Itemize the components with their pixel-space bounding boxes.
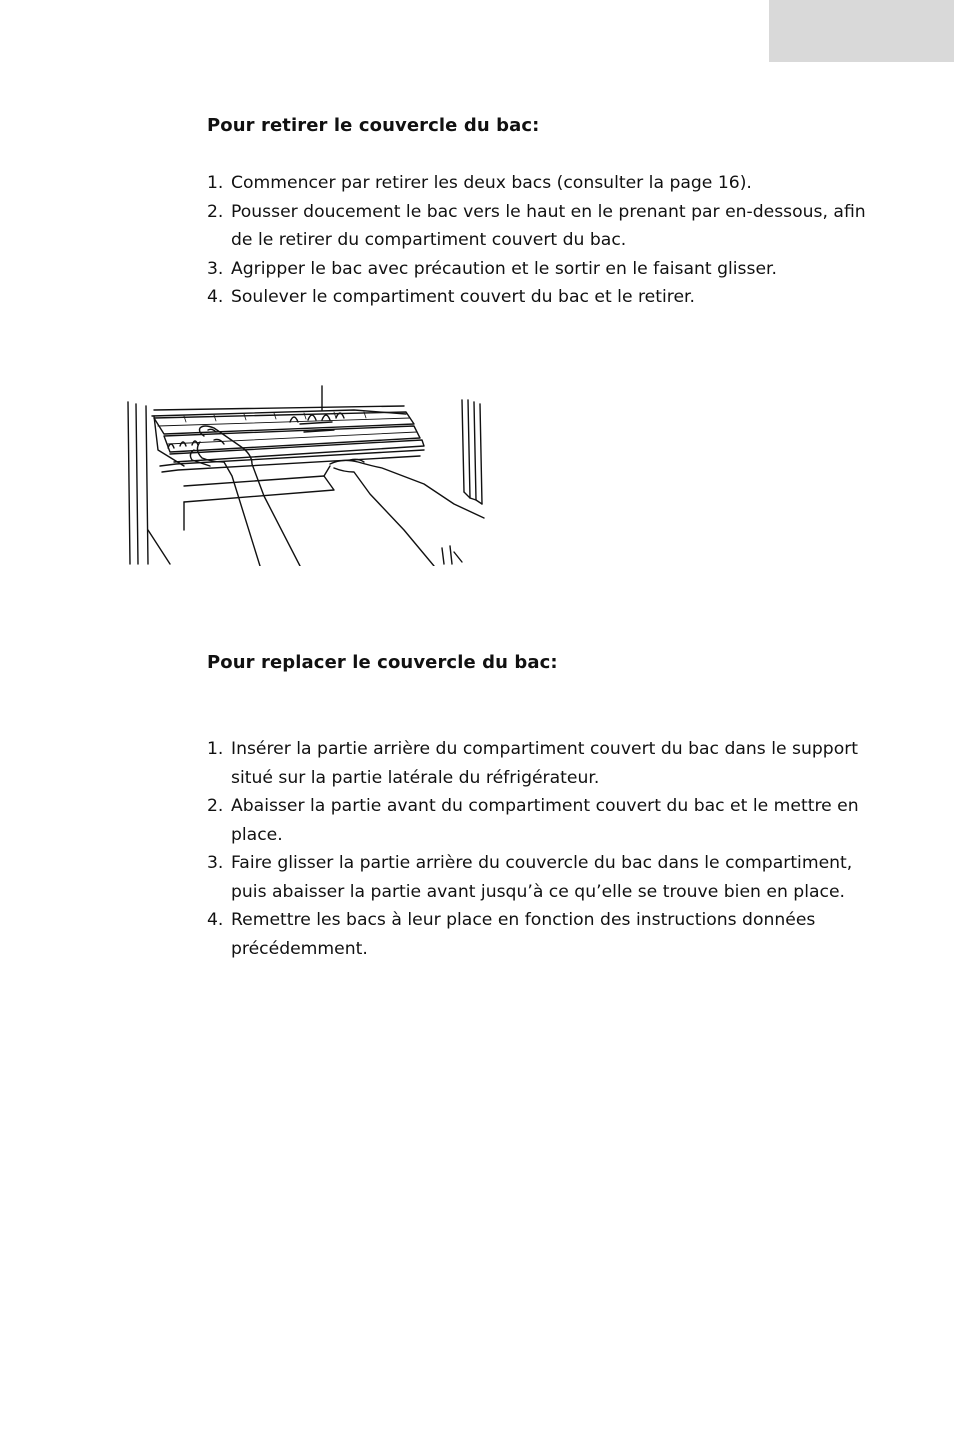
replace-step-4	[207, 906, 867, 963]
page-corner-tab	[769, 0, 954, 62]
remove-cover-section	[207, 115, 867, 312]
remove-cover-heading: Pour retirer le couvercle du bac:	[207, 115, 540, 136]
step-number: 3.	[207, 853, 224, 873]
remove-step-2	[207, 198, 867, 255]
step-text: Pousser doucement le bac vers le haut en le prenant par en-dessous, afin de le retirer du compartiment couvert du bac.	[231, 201, 866, 250]
replace-step-3	[207, 849, 867, 906]
step-text: Remettre les bacs à leur place en fonction des instructions données précédemment.	[231, 910, 816, 959]
step-text: Faire glisser la partie arrière du couvercle du bac dans le compartiment, puis abaisser la partie avant jusqu’à ce qu’elle se trouve bien en place.	[231, 853, 853, 902]
remove-step-4	[207, 283, 867, 312]
replace-steps-list	[207, 735, 867, 963]
remove-step-1	[207, 169, 867, 198]
step-number: 2.	[207, 201, 224, 222]
replace-cover-section	[207, 652, 867, 963]
remove-step-3	[207, 255, 867, 284]
step-number: 1.	[207, 739, 224, 759]
step-text: Soulever le compartiment couvert du bac et le retirer.	[231, 287, 695, 307]
remove-steps-list	[207, 169, 867, 312]
step-number: 1.	[207, 173, 224, 193]
step-text: Insérer la partie arrière du compartiment couvert du bac dans le support situé sur la partie latérale du réfrigérateur.	[231, 739, 859, 788]
step-number: 3.	[207, 258, 224, 279]
step-number: 4.	[207, 287, 224, 307]
hands-removing-crisper-cover-illustration	[124, 380, 494, 566]
step-number: 4.	[207, 910, 224, 930]
replace-cover-heading: Pour replacer le couvercle du bac:	[207, 652, 558, 673]
step-text: Abaisser la partie avant du compartiment couvert du bac et le mettre en place.	[231, 796, 859, 845]
step-text: Commencer par retirer les deux bacs (consulter la page 16).	[231, 173, 752, 193]
replace-step-2	[207, 792, 867, 849]
replace-step-1	[207, 735, 867, 792]
step-text: Agripper le bac avec précaution et le sortir en le faisant glisser.	[231, 258, 777, 279]
step-number: 2.	[207, 796, 224, 816]
